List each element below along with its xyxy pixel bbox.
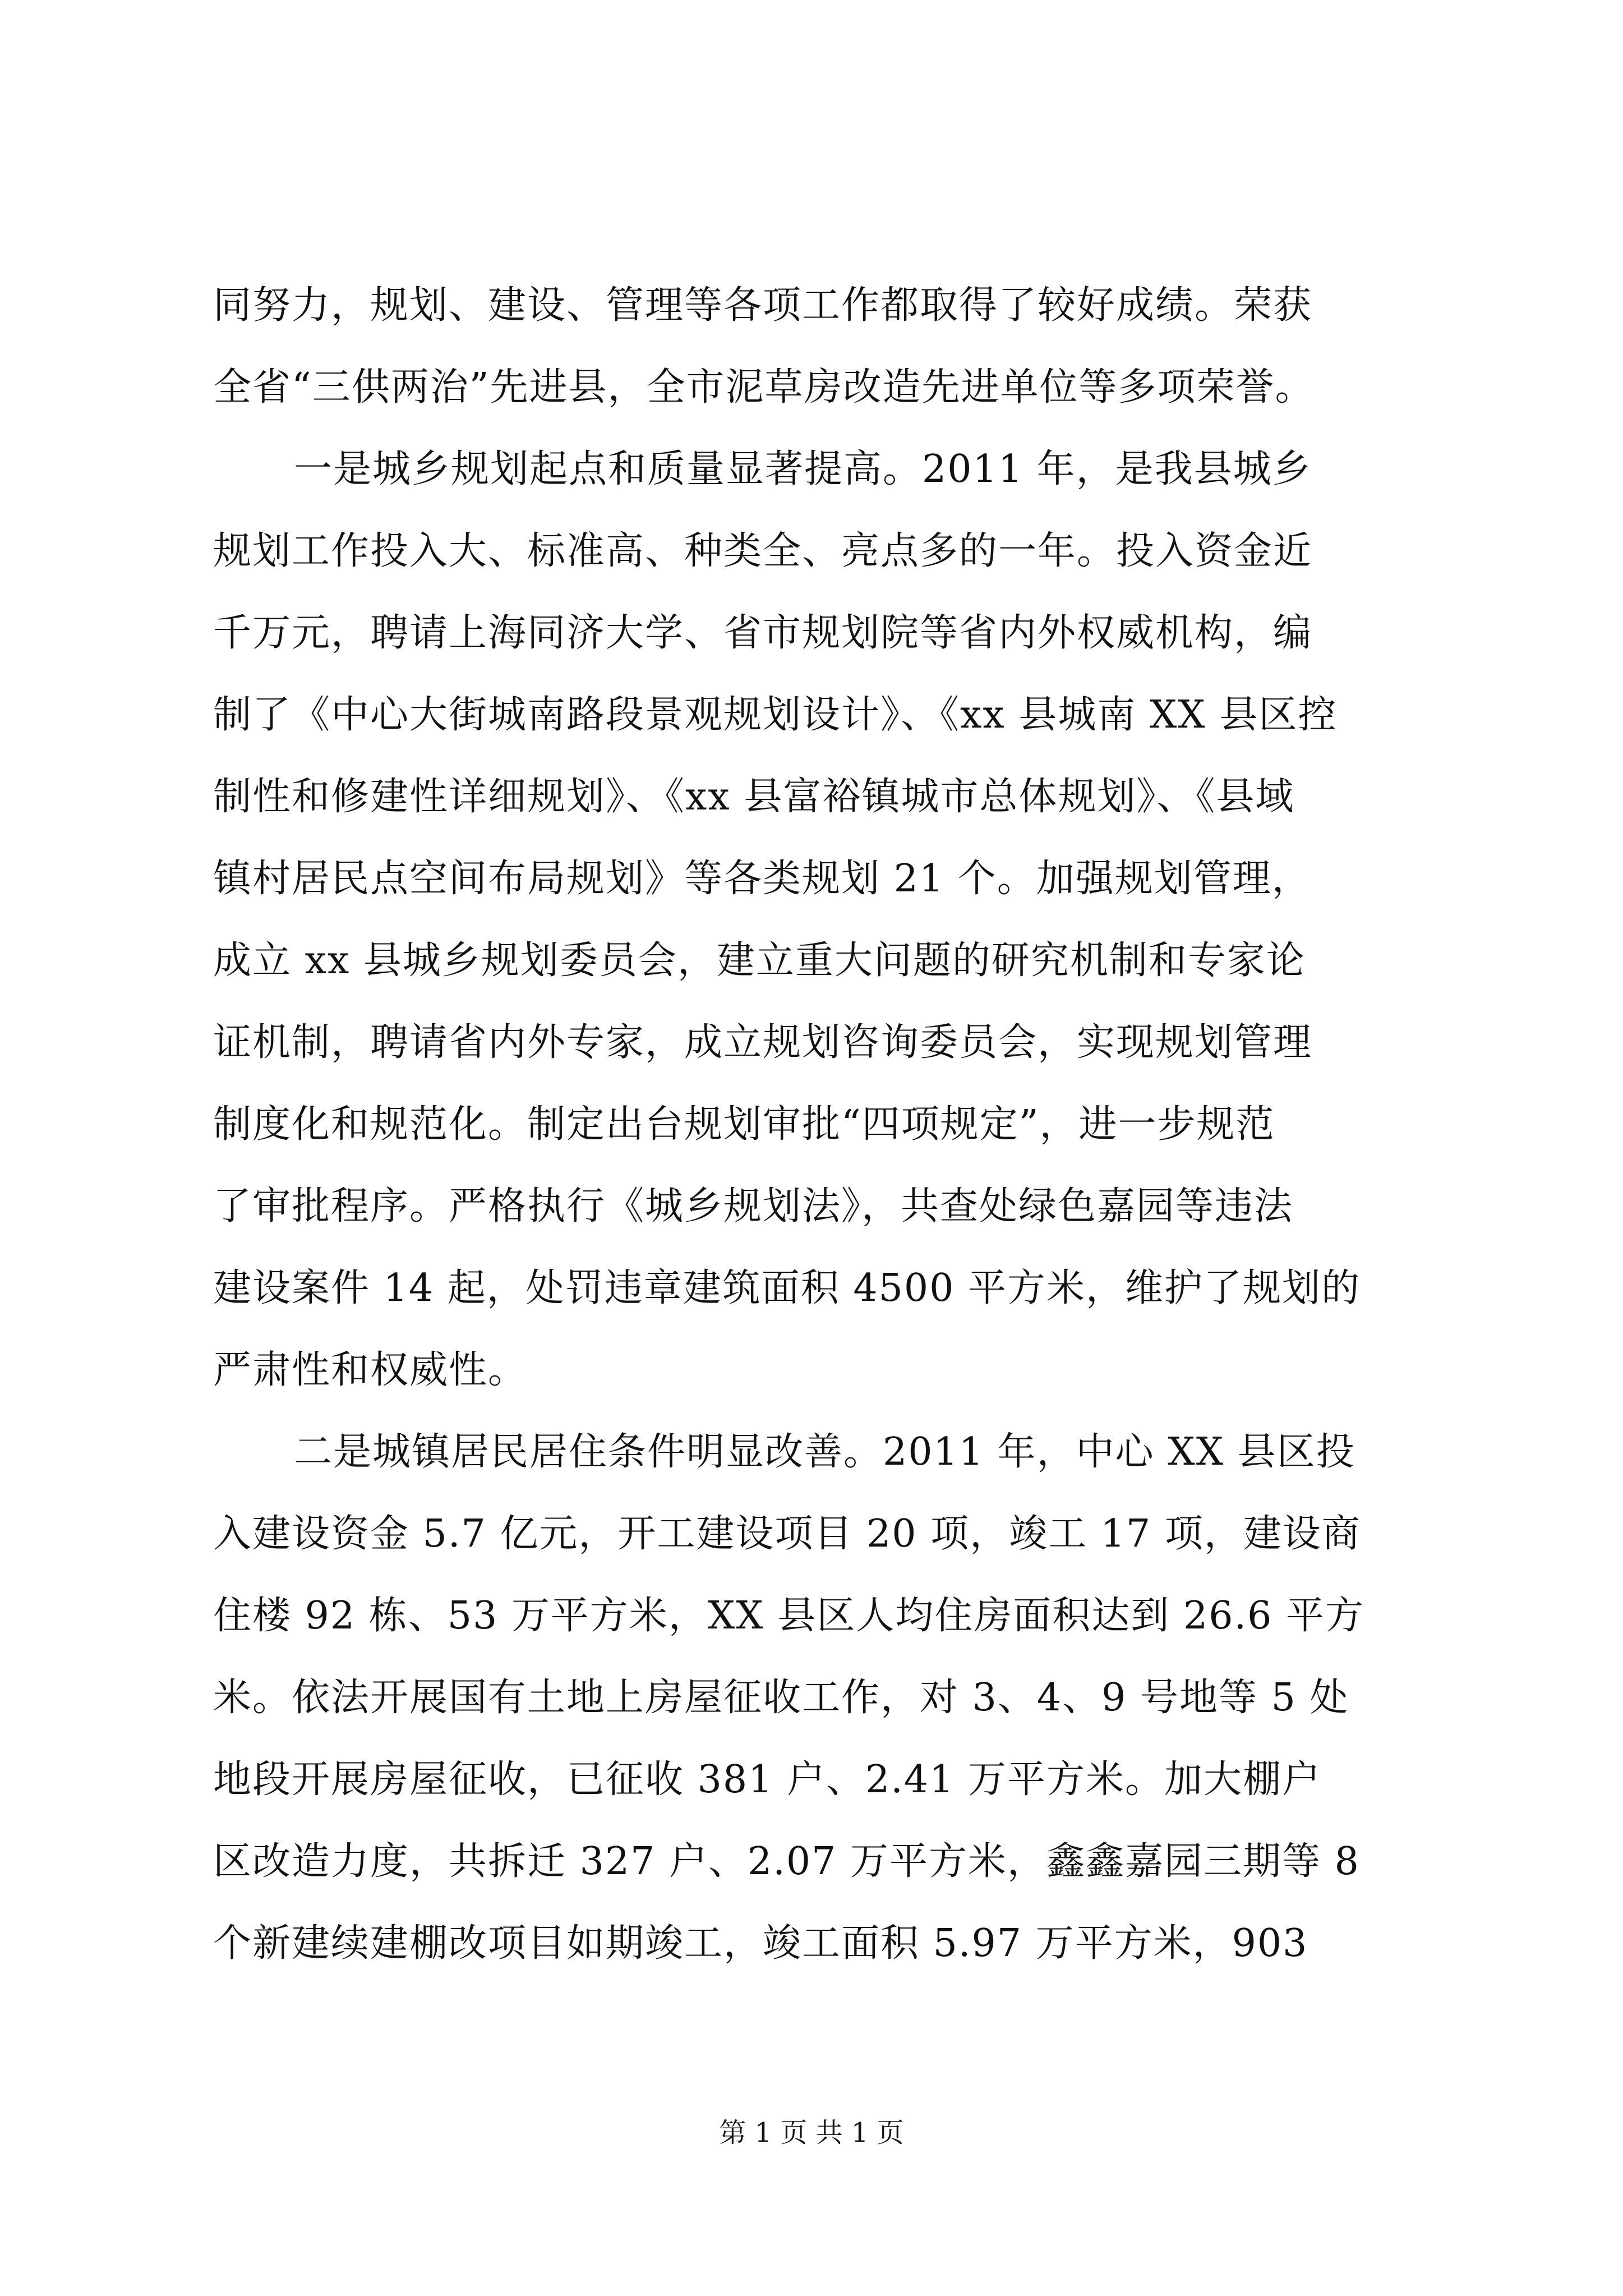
text-line: 证机制，聘请省内外专家，成立规划咨询委员会，实现规划管理	[213, 1020, 1313, 1065]
page-number-footer: 第 1 页 共 1 页	[719, 2117, 904, 2148]
text-line: 制了《中心大街城南路段景观规划设计》、《xx 县城南 XX 县区控	[213, 693, 1338, 737]
text-line: 同努力，规划、建设、管理等各项工作都取得了较好成绩。荣获	[213, 283, 1313, 328]
text-line: 建设案件 14 起，处罚违章建筑面积 4500 平方米，维护了规划的	[213, 1266, 1361, 1310]
paragraph-first-line: 一是城乡规划起点和质量显著提高。2011 年，是我县城乡	[294, 447, 1312, 491]
text-line: 地段开展房屋征收，已征收 381 户、2.41 万平方米。加大棚户	[213, 1757, 1322, 1802]
text-line: 全省“三供两治”先进县，全市泥草房改造先进单位等多项荣誉。	[213, 365, 1315, 409]
text-line: 区改造力度，共拆迁 327 户、2.07 万平方米，鑫鑫嘉园三期等 8	[213, 1839, 1360, 1884]
text-line: 严肃性和权威性。	[213, 1348, 528, 1392]
text-line: 制性和修建性详细规划》、《xx 县富裕镇城市总体规划》、《县域	[213, 775, 1295, 819]
text-line: 成立 xx 县城乡规划委员会，建立重大问题的研究机制和专家论	[213, 938, 1306, 983]
text-line: 入建设资金 5.7 亿元，开工建设项目 20 项，竣工 17 项，建设商	[213, 1512, 1361, 1556]
text-line: 制度化和规范化。制定出台规划审批“四项规定”，进一步规范	[213, 1102, 1275, 1147]
text-line: 了审批程序。严格执行《城乡规划法》，共查处绿色嘉园等违法	[213, 1184, 1294, 1228]
text-line: 住楼 92 栋、53 万平方米，XX 县区人均住房面积达到 26.6 平方	[213, 1594, 1364, 1638]
text-line: 个新建续建棚改项目如期竣工，竣工面积 5.97 万平方米，903	[213, 1921, 1308, 1966]
paragraph-first-line: 二是城镇居民居住条件明显改善。2011 年，中心 XX 县区投	[294, 1430, 1355, 1474]
text-line: 千万元，聘请上海同济大学、省市规划院等省内外权威机构，编	[213, 611, 1313, 655]
text-line: 规划工作投入大、标准高、种类全、亮点多的一年。投入资金近	[213, 529, 1313, 573]
text-line: 米。依法开展国有土地上房屋征收工作，对 3、4、9 号地等 5 处	[213, 1676, 1349, 1720]
document-body	[213, 265, 1424, 1985]
text-line: 镇村居民点空间布局规划》等各类规划 21 个。加强规划管理，	[213, 857, 1311, 901]
